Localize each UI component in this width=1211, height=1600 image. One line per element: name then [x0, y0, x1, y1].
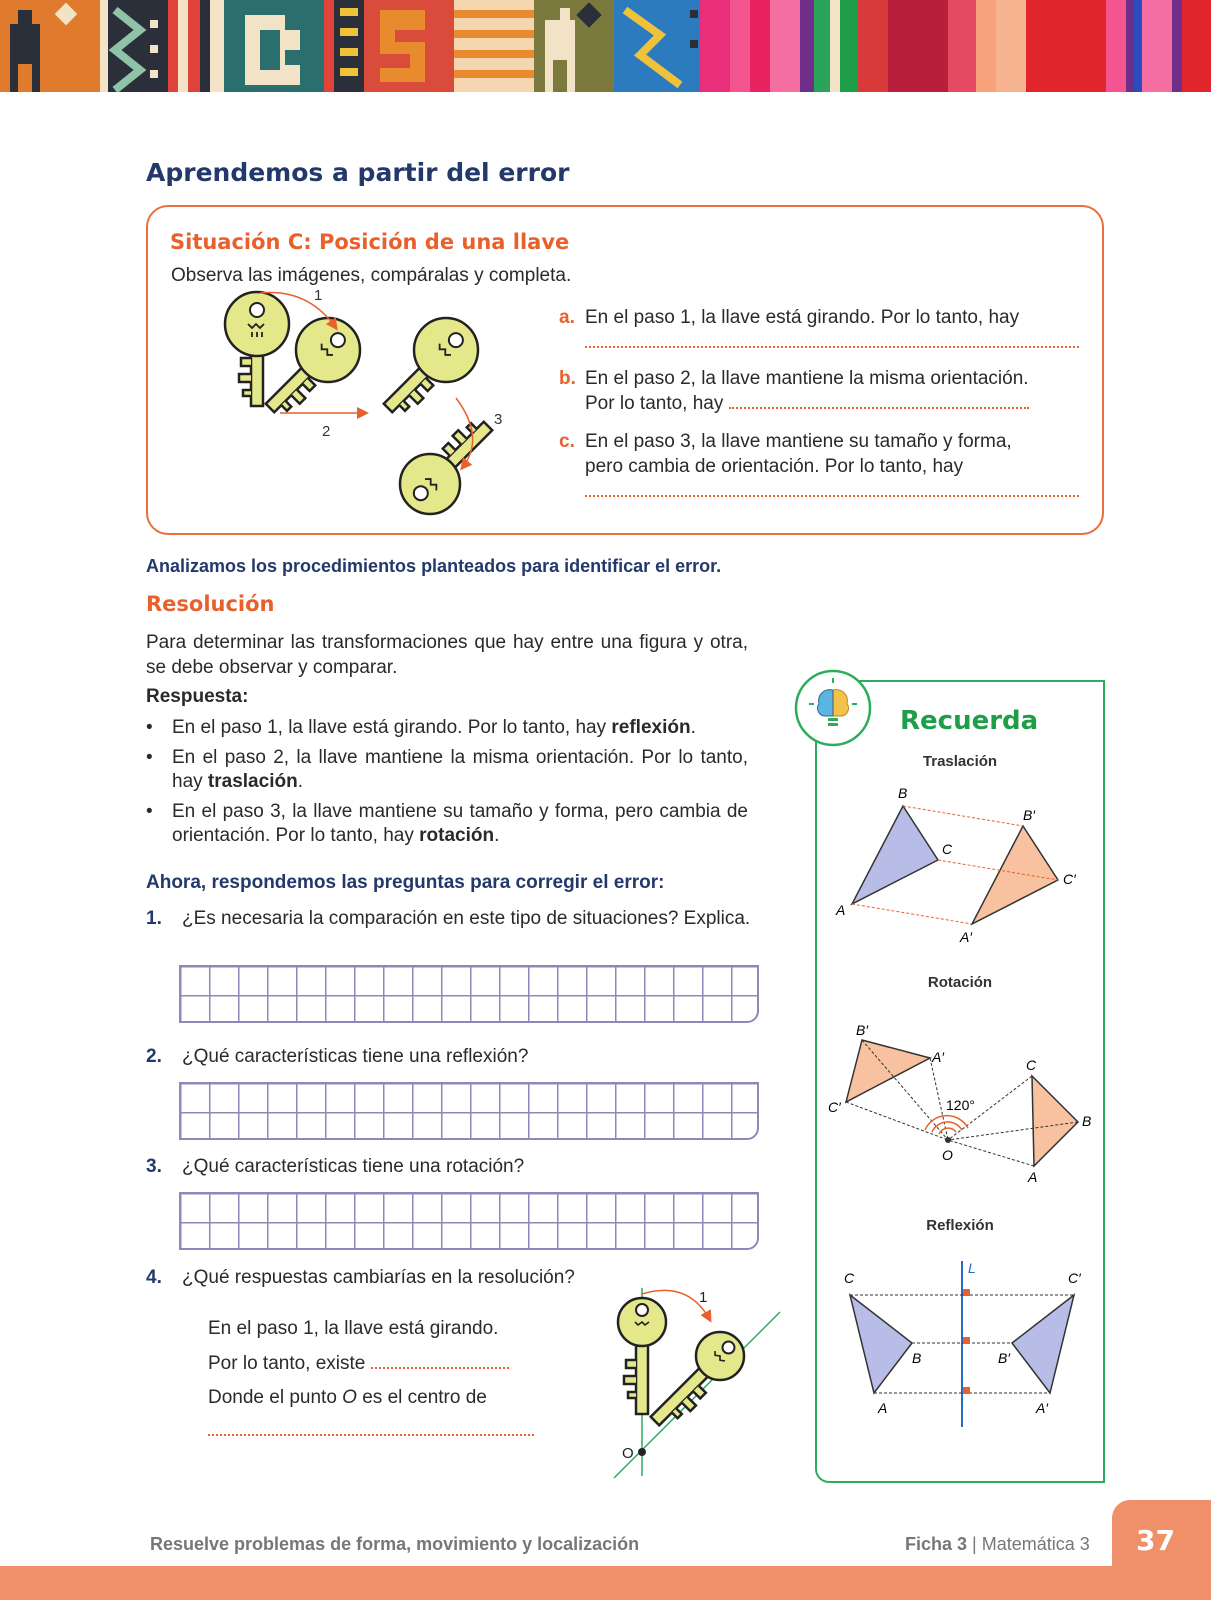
key-reflection-illustration [600, 1280, 790, 1480]
label-A-prime: A′ [932, 1049, 944, 1065]
angle-label: 120° [946, 1097, 975, 1113]
label-C-prime: C′ [828, 1099, 841, 1115]
footer-bar [0, 1566, 1211, 1600]
keys-illustration [218, 288, 518, 518]
answer-blank-b[interactable] [729, 393, 1029, 409]
bullet-bold: traslación [207, 771, 298, 792]
bullet-end: . [494, 825, 500, 846]
label-A: A [836, 902, 846, 918]
label-C-prime: C′ [1063, 871, 1076, 887]
label-C: C [844, 1270, 855, 1286]
label-C: C [1026, 1057, 1037, 1073]
item-text: En el paso 3, la llave mantiene su tamaño y forma, [585, 431, 1012, 452]
footer-ficha: Ficha 3 [905, 1534, 968, 1554]
footer-separator: | [972, 1534, 977, 1554]
decorative-banner [0, 0, 1211, 92]
item-letter: c. [559, 431, 575, 452]
label-A: A [1028, 1169, 1038, 1185]
label-B-prime: B′ [998, 1350, 1010, 1366]
item-letter: a. [559, 307, 575, 328]
rotation-title: Rotación [927, 974, 993, 991]
key-vertical [618, 1298, 666, 1414]
reflection-diagram [820, 1255, 1100, 1430]
bullet-end: . [297, 771, 303, 792]
answer-grid-3[interactable] [179, 1192, 759, 1250]
item-b [559, 366, 1089, 416]
situation-instruction: Observa las imágenes, compáralas y completa. [171, 265, 572, 286]
fill-text: Donde el punto [208, 1387, 343, 1408]
footer-competency: Resuelve problemas de forma, movimiento y localización [150, 1534, 640, 1554]
resolution-intro: Para determinar las transformaciones que hay entre una figura y otra, se debe observar y comparar. [146, 632, 748, 678]
point-label: O [622, 1445, 634, 1462]
fill-line-2 [208, 1353, 509, 1375]
fill-text: Por lo tanto, existe [208, 1353, 366, 1374]
now-heading: Ahora, respondemos las preguntas para corregir el error: [146, 872, 665, 893]
bullet-text: En el paso 1, la llave está girando. Por lo tanto, hay [172, 717, 612, 738]
translation-title: Traslación [922, 753, 998, 770]
question-number: 4. [146, 1267, 162, 1288]
label-B-prime: B′ [856, 1022, 868, 1038]
item-letter: b. [559, 368, 576, 389]
item-a [559, 305, 1089, 355]
fill-blank-2[interactable] [208, 1420, 534, 1436]
fill-blank-1[interactable] [371, 1355, 509, 1369]
analysis-text: Analizamos los procedimientos planteados para identificar el error. [146, 556, 722, 576]
page-number: 37 [1136, 1524, 1175, 1557]
footer-subject: Matemática 3 [981, 1534, 1090, 1554]
step-label-1: 1 [314, 288, 323, 304]
bullet-bold: rotación [419, 825, 495, 846]
label-B-prime: B′ [1023, 807, 1035, 823]
label-B: B [912, 1350, 922, 1366]
question-number: 3. [146, 1156, 162, 1177]
question-text: ¿Es necesaria la comparación en este tipo de situaciones? Explica. [182, 908, 751, 929]
question-text: ¿Qué respuestas cambiarías en la resolución? [182, 1267, 575, 1288]
fill-line-4 [208, 1420, 534, 1442]
label-A: A [878, 1400, 888, 1416]
brain-lightbulb-icon [793, 668, 873, 748]
item-text: pero cambia de orientación. Por lo tanto, hay [585, 456, 964, 477]
label-A-prime: A′ [960, 929, 972, 945]
fill-text: es el centro de [356, 1387, 487, 1408]
step-label-2: 2 [322, 423, 331, 440]
label-O: O [942, 1147, 953, 1163]
label-B: B [898, 785, 908, 801]
situation-title: Situación C: Posición de una llave [170, 230, 570, 254]
label-B: B [1082, 1113, 1092, 1129]
fill-line-3 [208, 1387, 487, 1409]
fill-line-1: En el paso 1, la llave está girando. [208, 1318, 499, 1339]
footer-worksheet [905, 1534, 1090, 1555]
key-translated [365, 305, 491, 431]
step-label: 1 [699, 1289, 708, 1306]
label-C: C [942, 841, 953, 857]
answer-grid-2[interactable] [179, 1082, 759, 1140]
question-number: 2. [146, 1046, 162, 1067]
label-C-prime: C′ [1068, 1270, 1081, 1286]
item-c [559, 429, 1089, 504]
answer-grid-1[interactable] [179, 965, 759, 1023]
label-A-prime: A′ [1036, 1400, 1048, 1416]
recuerda-title: Recuerda [900, 706, 1039, 736]
resolution-title: Resolución [146, 592, 275, 616]
reflection-title: Reflexión [926, 1217, 994, 1234]
item-text: En el paso 2, la llave mantiene la misma orientación. [585, 368, 1029, 389]
bullet-text: En el paso 2, la llave mantiene la misma orientación. Por lo tanto, hay [172, 747, 748, 792]
answer-blank-a[interactable] [585, 330, 1079, 348]
section-title: Aprendemos a partir del error [146, 158, 570, 187]
key-rotated-down [388, 405, 510, 518]
answer-blank-c[interactable] [585, 483, 1079, 497]
label-L: L [968, 1260, 976, 1276]
bullet-end: . [690, 717, 696, 738]
center-point [638, 1448, 646, 1456]
question-number: 1. [146, 908, 162, 929]
bullet-text: En el paso 3, la llave mantiene su tamaño y forma, pero cambia de orientación. Por lo tanto, hay [172, 801, 748, 846]
translation-diagram [820, 774, 1100, 950]
item-text: En el paso 1, la llave está girando. Por lo tanto, hay [585, 307, 1020, 328]
question-text: ¿Qué características tiene una reflexión? [182, 1046, 529, 1067]
question-text: ¿Qué características tiene una rotación? [182, 1156, 525, 1177]
bullet-bold: reflexión [611, 717, 691, 738]
item-text: Por lo tanto, hay [585, 393, 724, 414]
rotation-diagram [820, 1020, 1100, 1195]
answer-label: Respuesta: [146, 686, 249, 707]
fill-var: O [342, 1387, 357, 1408]
step-label-3: 3 [494, 411, 503, 428]
